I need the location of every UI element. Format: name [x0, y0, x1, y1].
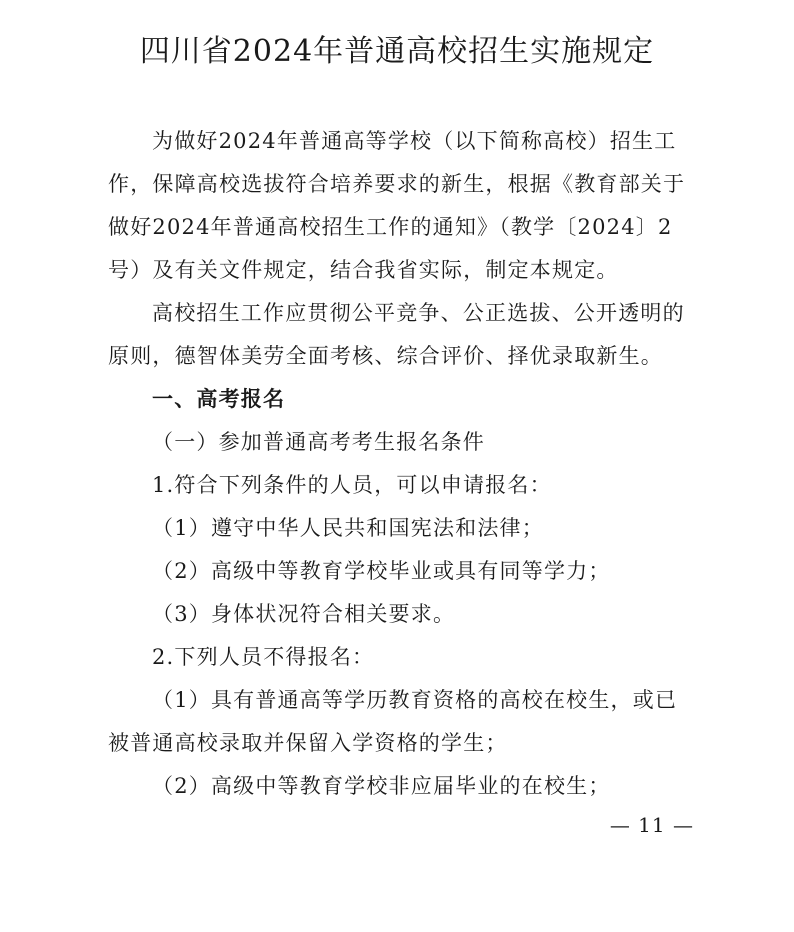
eligibility-condition-2: （2）高级中等教育学校毕业或具有同等学力；: [152, 559, 611, 583]
exclusion-condition-1: （1）具有普通高等学历教育资格的高校在校生，或已被普通高校录取并保留入学资格的学生；: [108, 688, 678, 755]
exclusion-item: 2.下列人员不得报名：: [152, 645, 375, 669]
page-number: — 11 —: [609, 813, 694, 837]
subsection-heading: （一）参加普通高考考生报名条件: [152, 430, 485, 454]
document-body: [108, 120, 696, 808]
intro-paragraph: 为做好2024年普通高等学校（以下简称高校）招生工作，保障高校选拔符合培养要求的新生，根据《教育部关于做好2024年普通高校招生工作的通知》（教学〔2024〕2号）及有关文件规定，结合我省实际，制定本规定。: [108, 129, 686, 282]
eligibility-item: 1.符合下列条件的人员，可以申请报名：: [152, 473, 552, 497]
principle-paragraph: 高校招生工作应贯彻公平竞争、公正选拔、公开透明的原则，德智体美劳全面考核、综合评价、择优录取新生。: [108, 301, 685, 368]
exclusion-condition-2: （2）高级中等教育学校非应届毕业的在校生；: [152, 774, 611, 798]
eligibility-condition-1: （1）遵守中华人民共和国宪法和法律；: [152, 516, 544, 540]
section-heading: 一、高考报名: [152, 387, 286, 411]
document-title: 四川省2024年普通高校招生实施规定: [139, 34, 655, 69]
eligibility-condition-3: （3）身体状况符合相关要求。: [152, 602, 456, 626]
